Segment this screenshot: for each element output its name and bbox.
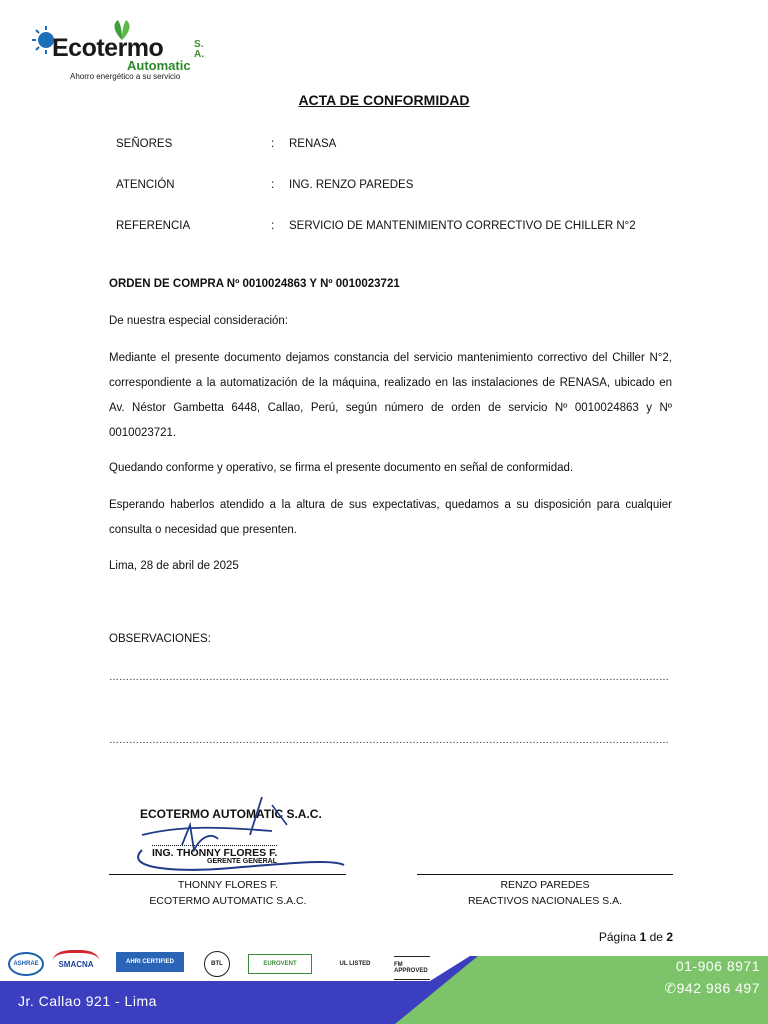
purchase-order: ORDEN DE COMPRA Nº 0010024863 Y Nº 0010023721 — [109, 278, 400, 290]
document-date: Lima, 28 de abril de 2025 — [109, 560, 239, 572]
signature-line-right — [417, 874, 673, 875]
whatsapp-number: 942 986 497 — [676, 980, 760, 996]
logo-name: Ecotermo — [52, 34, 164, 62]
logo-suffix: S.A. — [194, 39, 204, 60]
header-colon: : — [271, 179, 275, 191]
header-value: RENASA — [289, 138, 337, 150]
page-current: 1 — [639, 930, 647, 944]
body-paragraph-3: Esperando haberlos atendido a la altura de sus expectativas, quedamos a su disposición para cualquier consulta o necesidad que presenten. — [109, 499, 672, 536]
signatory-right-name: RENZO PAREDES — [500, 879, 590, 891]
signature-stamp — [122, 795, 352, 875]
observations-label: OBSERVACIONES: — [109, 633, 211, 645]
stamp-company: ECOTERMO AUTOMATIC S.A.C. — [140, 807, 322, 821]
signatory-right-company: REACTIVOS NACIONALES S.A. — [467, 895, 623, 907]
header-colon: : — [271, 138, 275, 150]
ahri-logo: AHRI CERTIFIED — [116, 952, 184, 972]
document-title: ACTA DE CONFORMIDAD — [298, 92, 470, 108]
body-paragraph-1: Mediante el presente documento dejamos constancia del servicio mantenimiento correctivo del Chiller N°2, correspondiente a la automatización de la máquina, realizado en las instalaciones de RENASA, ubicado en Av. Néstor Gambetta 6448, Callao, Perú, según número de orden de servicio Nº 0010024863 y Nº 0010023721. — [109, 352, 672, 439]
signatory-left — [108, 877, 348, 909]
observation-line-1: …………………………………………………………………………………………………………………………………………………… — [109, 672, 669, 683]
header-label: SEÑORES — [116, 138, 173, 150]
header-label: REFERENCIA — [116, 220, 191, 232]
phone-contact — [676, 958, 760, 974]
fm-logo: FM APPROVED — [394, 956, 430, 980]
whatsapp-icon: ✆ — [664, 980, 677, 996]
signature-line-left — [109, 874, 346, 875]
observation-line-2: …………………………………………………………………………………………………………………………………………………… — [109, 735, 669, 746]
logo-sub: Automatic — [127, 58, 191, 73]
phone-number: 01-906 8971 — [675, 958, 760, 974]
page-number — [599, 930, 673, 944]
stamp-name: ING. THONNY FLORES F. — [152, 847, 278, 859]
header-colon: : — [271, 220, 275, 232]
smacna-logo: SMACNA — [53, 950, 99, 975]
ul-logo: UL LISTED — [339, 961, 371, 967]
btl-logo: BTL — [204, 951, 230, 977]
body-paragraph-2: Quedando conforme y operativo, se firma el presente documento en señal de conformidad. — [109, 462, 574, 474]
stamp-role: GERENTE GENERAL — [207, 858, 278, 865]
logo-slogan: Ahorro energético a su servicio — [70, 72, 181, 81]
page-prefix: Página — [598, 930, 637, 944]
signatory-left-name: THONNY FLORES F. — [177, 879, 279, 891]
company-logo — [32, 18, 212, 84]
page-of: de — [649, 930, 663, 944]
company-address: Jr. Callao 921 - Lima — [18, 993, 157, 1009]
signatory-right — [425, 877, 665, 909]
handwritten-signature — [122, 795, 352, 875]
header-value: SERVICIO DE MANTENIMIENTO CORRECTIVO DE CHILLER N°2 — [289, 220, 636, 232]
page-total: 2 — [666, 930, 673, 944]
header-value: ING. RENZO PAREDES — [289, 179, 414, 191]
greeting: De nuestra especial consideración: — [109, 315, 288, 327]
signatory-left-company: ECOTERMO AUTOMATIC S.A.C. — [149, 895, 307, 907]
ashrae-logo: ASHRAE — [8, 952, 44, 976]
header-label: ATENCIÓN — [116, 179, 175, 191]
whatsapp-contact — [664, 980, 760, 997]
eurovent-logo: EUROVENT — [248, 954, 312, 974]
